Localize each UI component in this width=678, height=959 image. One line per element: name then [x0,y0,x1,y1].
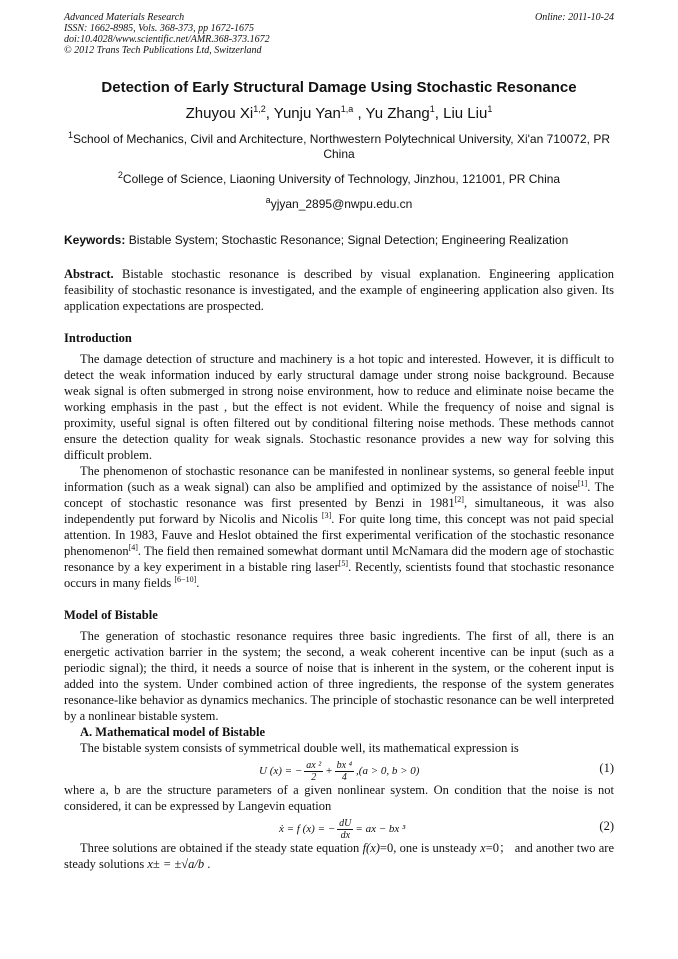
abstract-label: Abstract. [64,267,114,281]
subsection-heading: A. Mathematical model of Bistable [80,725,266,739]
citation[interactable]: [4] [128,542,138,552]
equation-number: (1) [599,761,614,775]
author-name: Zhuyou Xi [185,105,254,122]
affiliation-1: $^1$School of Mechanics, Civil and Architecture, Northwestern Polytechnical University, Xi'an 710072, PR China [67,130,610,161]
citation[interactable]: [3] [321,510,332,520]
citation[interactable]: [6−10] [174,574,197,584]
model-paragraph-2: The bistable system consists of symmetrical double well, its mathematical expression is [80,741,519,755]
paper-title: Detection of Early Structural Damage Using Stochastic Resonance [101,79,577,96]
keywords-text: Bistable System; Stochastic Resonance; Signal Detection; Engineering Realization [128,233,569,247]
copyright-line: © 2012 Trans Tech Publications Ltd, Switzerland [64,45,262,56]
equation-number: (2) [599,819,614,833]
author-name: Yu Zhang [365,105,430,122]
keywords-label: Keywords: [64,233,126,247]
author-list: Zhuyou Xi$^{1,2}$, Yunju Yan$^{1,a}$ , Yu Zhang$^1$, Liu Liu$^1$ [185,104,493,122]
abstract: Abstract. Bistable stochastic resonance is described by visual explanation. Engineering application feasibility of stochastic resonance is investigated, and the example of engineering application also given. Its application expectations are prospected. [64,267,615,313]
affiliation-2: $^2$College of Science, Liaoning University of Technology, Jinzhou, 121001, PR China [117,170,561,186]
online-date: Online: 2011-10-24 [535,12,614,23]
citation[interactable]: [1] [577,478,588,488]
author-sup: 1 [487,104,493,114]
author-sup: 1,2 [253,104,266,114]
journal-header [64,12,614,56]
section-heading-model: Model of Bistable [64,608,158,622]
citation[interactable]: [2] [454,494,464,504]
steady-solution-formula: x± = ±√a/b [147,857,205,871]
equation-2: ẋ = f (x) = − $\frac{dU}{dx}$ = ax − bx ³ (2) [279,818,614,841]
doi-line[interactable]: doi:10.4028/www.scientific.net/AMR.368-373.1672 [64,34,270,45]
keywords [64,233,614,247]
author-sup: 1 [429,104,435,114]
citation[interactable]: [5] [338,558,349,568]
model-paragraph-4: Three solutions are obtained if the steady state equation f(x)=0, one is unsteady x=0； and another two are steady solutions x± = ±√a/b . [64,841,615,871]
author-name: Yunju Yan [273,105,341,122]
equation-1: U (x) = − $\frac{\text{ax ²}}{2}$ + $\frac{\text{bx ⁴}}{4}$ ,(a > 0, b > 0) (1) [259,760,614,783]
paper-page [64,12,614,872]
section-heading-introduction: Introduction [64,331,132,345]
model-paragraph-3: where a, b are the structure parameters of a given nonlinear system. On condition that the noise is not considered, it can be expressed by Langevin equation [64,783,614,813]
intro-paragraph-2: The phenomenon of stochastic resonance can be manifested in nonlinear systems, so general feeble input information (such as a weak signal) can also be amplified and optimized by the assistance of noise[1]. The concept of stochastic resonance was first presented by Benzi in 1981[2], simultaneous, it was also independently put forward by Nicolis and Nicolis [3]. For quite long time, this concept was not paid special attention. In 1983, Fauve and Heslot obtained the first experimental verification of the stochastic resonance phenomenon[4]. The field then remained somewhat dormant until McNamara did the modern age of stochastic resonance by a key experiment in a bistable ring laser[5]. Recently, scientists found that stochastic resonance occurs in many fields [6−10]. [64,464,615,590]
author-sup: 1,a [340,104,354,114]
journal-name: Advanced Materials Research [64,12,185,23]
issn-line: ISSN: 1662-8985, Vols. 368-373, pp 1672-1675 [64,23,254,34]
intro-paragraph-1: The damage detection of structure and machinery is a hot topic and interested. However, it is difficult to detect the weak information induced by early structural damage under strong noise background. Because weak signal is often submerged in strong noise environment, how to reduce and eliminate noise became the working emphasis in the past , but the effect is not evident. While the frequency of noise and signal is proximity, useful signal is often filtered out by conditional filtering noise methods. These methods cannot ensure the detection quality for weak signals. Stochastic resonance provides a new way for solving this difficult problem. [64,352,614,462]
model-paragraph-1: The generation of stochastic resonance requires three basic ingredients. The first of all, there is an energetic activation barrier in the system; the second, a weak coherent incentive can be input (such as a periodic signal); the third, it needs a source of noise that is inherent in the system, or the coherent input is added into the system. Under combined action of three ingredients, the response of the system generates resonance-like behavior as dynamics mechanics. The principle of stochastic resonance can be well interpreted by a nonlinear bistable system. [64,629,614,723]
corresponding-email[interactable]: $^a$yjyan_2895@nwpu.edu.cn [265,195,413,211]
author-name: Liu Liu [443,105,488,122]
